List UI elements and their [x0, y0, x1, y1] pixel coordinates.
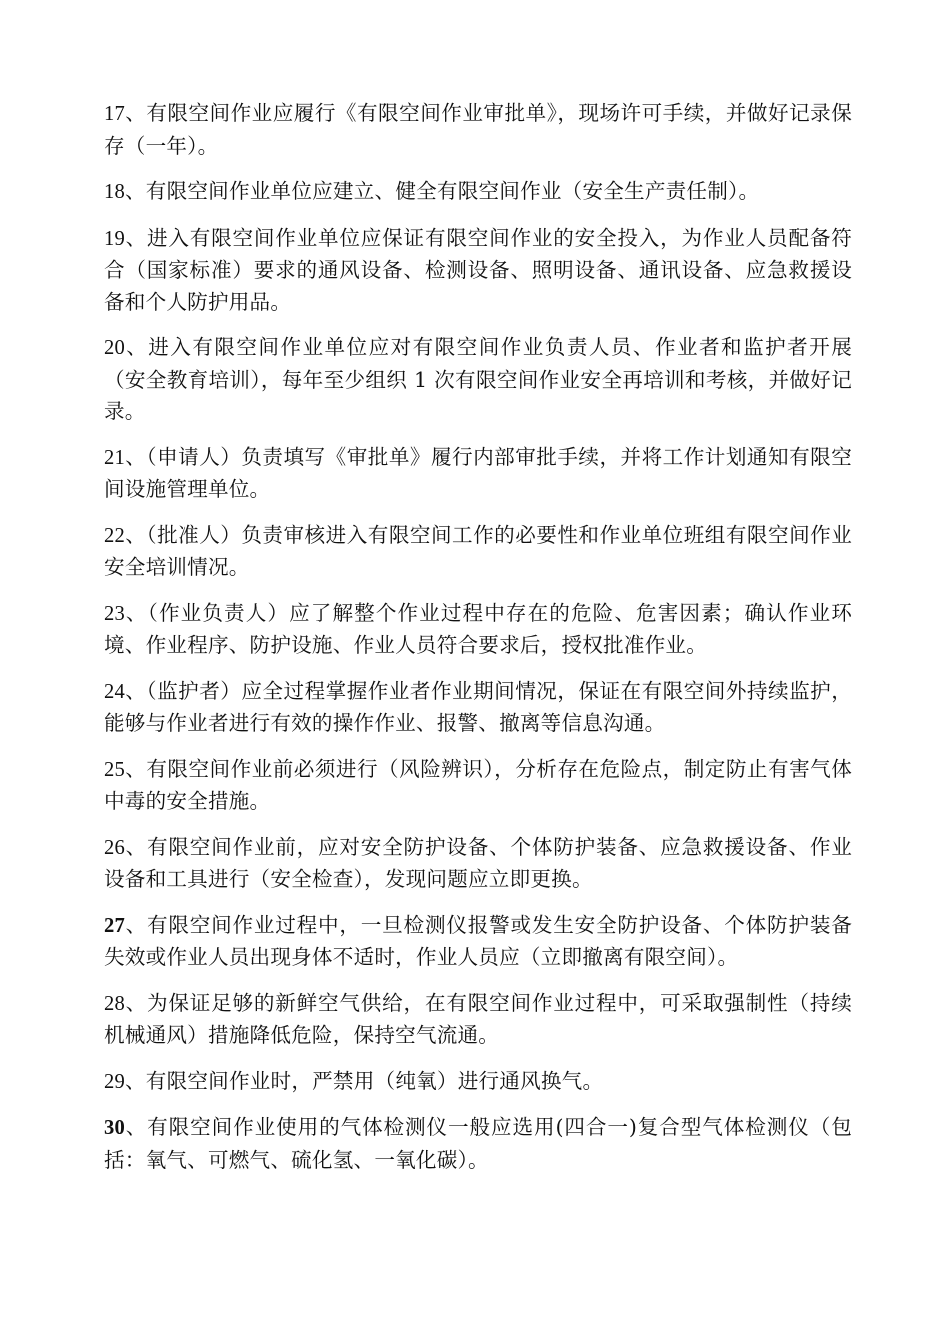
item-text: 、（监护者）应全过程掌握作业者作业期间情况，保证在有限空间外持续监护，能够与作业者进行有效的操作作业、报警、撤离等信息沟通。 [104, 678, 852, 735]
list-item [104, 223, 852, 319]
item-number: 28 [104, 992, 125, 1015]
item-text: 、进入有限空间作业单位应保证有限空间作业的安全投入，为作业人员配备符合（国家标准）要求的通风设备、检测设备、照明设备、通讯设备、应急救援设备和个人防护用品。 [104, 225, 852, 314]
item-text: 、有限空间作业前必须进行（风险辨识），分析存在危险点，制定防止有害气体中毒的安全措施。 [104, 756, 852, 813]
item-number: 27 [104, 914, 125, 937]
item-number: 25 [104, 758, 125, 781]
item-number: 22 [104, 524, 125, 547]
list-item [104, 910, 852, 974]
item-text: 、有限空间作业使用的气体检测仪一般应选用(四合一)复合型气体检测仪（包括：氧气、可燃气、硫化氢、一氧化碳）。 [104, 1115, 852, 1172]
list-item [104, 832, 852, 896]
list-item [104, 98, 852, 162]
list-item [104, 176, 852, 209]
item-text: 、有限空间作业单位应建立、健全有限空间作业（安全生产责任制）。 [125, 179, 760, 203]
item-number: 23 [104, 602, 125, 625]
item-number: 18 [104, 181, 125, 203]
list-item [104, 598, 852, 662]
item-number: 19 [104, 227, 125, 250]
list-item [104, 988, 852, 1052]
item-number: 21 [104, 446, 125, 469]
item-text: 、为保证足够的新鲜空气供给，在有限空间作业过程中，可采取强制性（持续机械通风）措施降低危险，保持空气流通。 [104, 990, 852, 1047]
item-text: 、（作业负责人）应了解整个作业过程中存在的危险、危害因素；确认作业环境、作业程序、防护设施、作业人员符合要求后，授权批准作业。 [104, 600, 852, 657]
item-number: 29 [104, 1070, 125, 1093]
item-text: 、（申请人）负责填写《审批单》履行内部审批手续，并将工作计划通知有限空间设施管理单位。 [104, 444, 852, 501]
item-text: 、（批准人）负责审核进入有限空间工作的必要性和作业单位班组有限空间作业安全培训情况。 [104, 522, 852, 579]
item-number: 20 [104, 337, 125, 359]
item-number: 24 [104, 680, 125, 703]
list-item [104, 332, 852, 428]
list-item [104, 442, 852, 506]
list-item [104, 676, 852, 740]
item-text: 、有限空间作业前，应对安全防护设备、个体防护装备、应急救援设备、作业设备和工具进行（安全检查），发现问题应立即更换。 [104, 834, 852, 891]
item-text: 、有限空间作业时，严禁用（纯氧）进行通风换气。 [125, 1068, 604, 1093]
item-text: 、进入有限空间作业单位应对有限空间作业负责人员、作业者和监护者开展（安全教育培训），每年至少组织 1 次有限空间作业安全再培训和考核，并做好记录。 [104, 335, 852, 423]
item-text: 、有限空间作业应履行《有限空间作业审批单》，现场许可手续，并做好记录保存（一年）。 [104, 101, 852, 158]
list-item [104, 1112, 852, 1176]
list-item [104, 1066, 852, 1099]
item-number: 17 [104, 103, 125, 125]
list-item [104, 754, 852, 818]
item-number: 26 [104, 836, 125, 859]
item-text: 、有限空间作业过程中，一旦检测仪报警或发生安全防护设备、个体防护装备失效或作业人员出现身体不适时，作业人员应（立即撤离有限空间）。 [104, 912, 852, 969]
list-item [104, 520, 852, 584]
document-body [104, 98, 852, 1190]
item-number: 30 [104, 1117, 125, 1139]
